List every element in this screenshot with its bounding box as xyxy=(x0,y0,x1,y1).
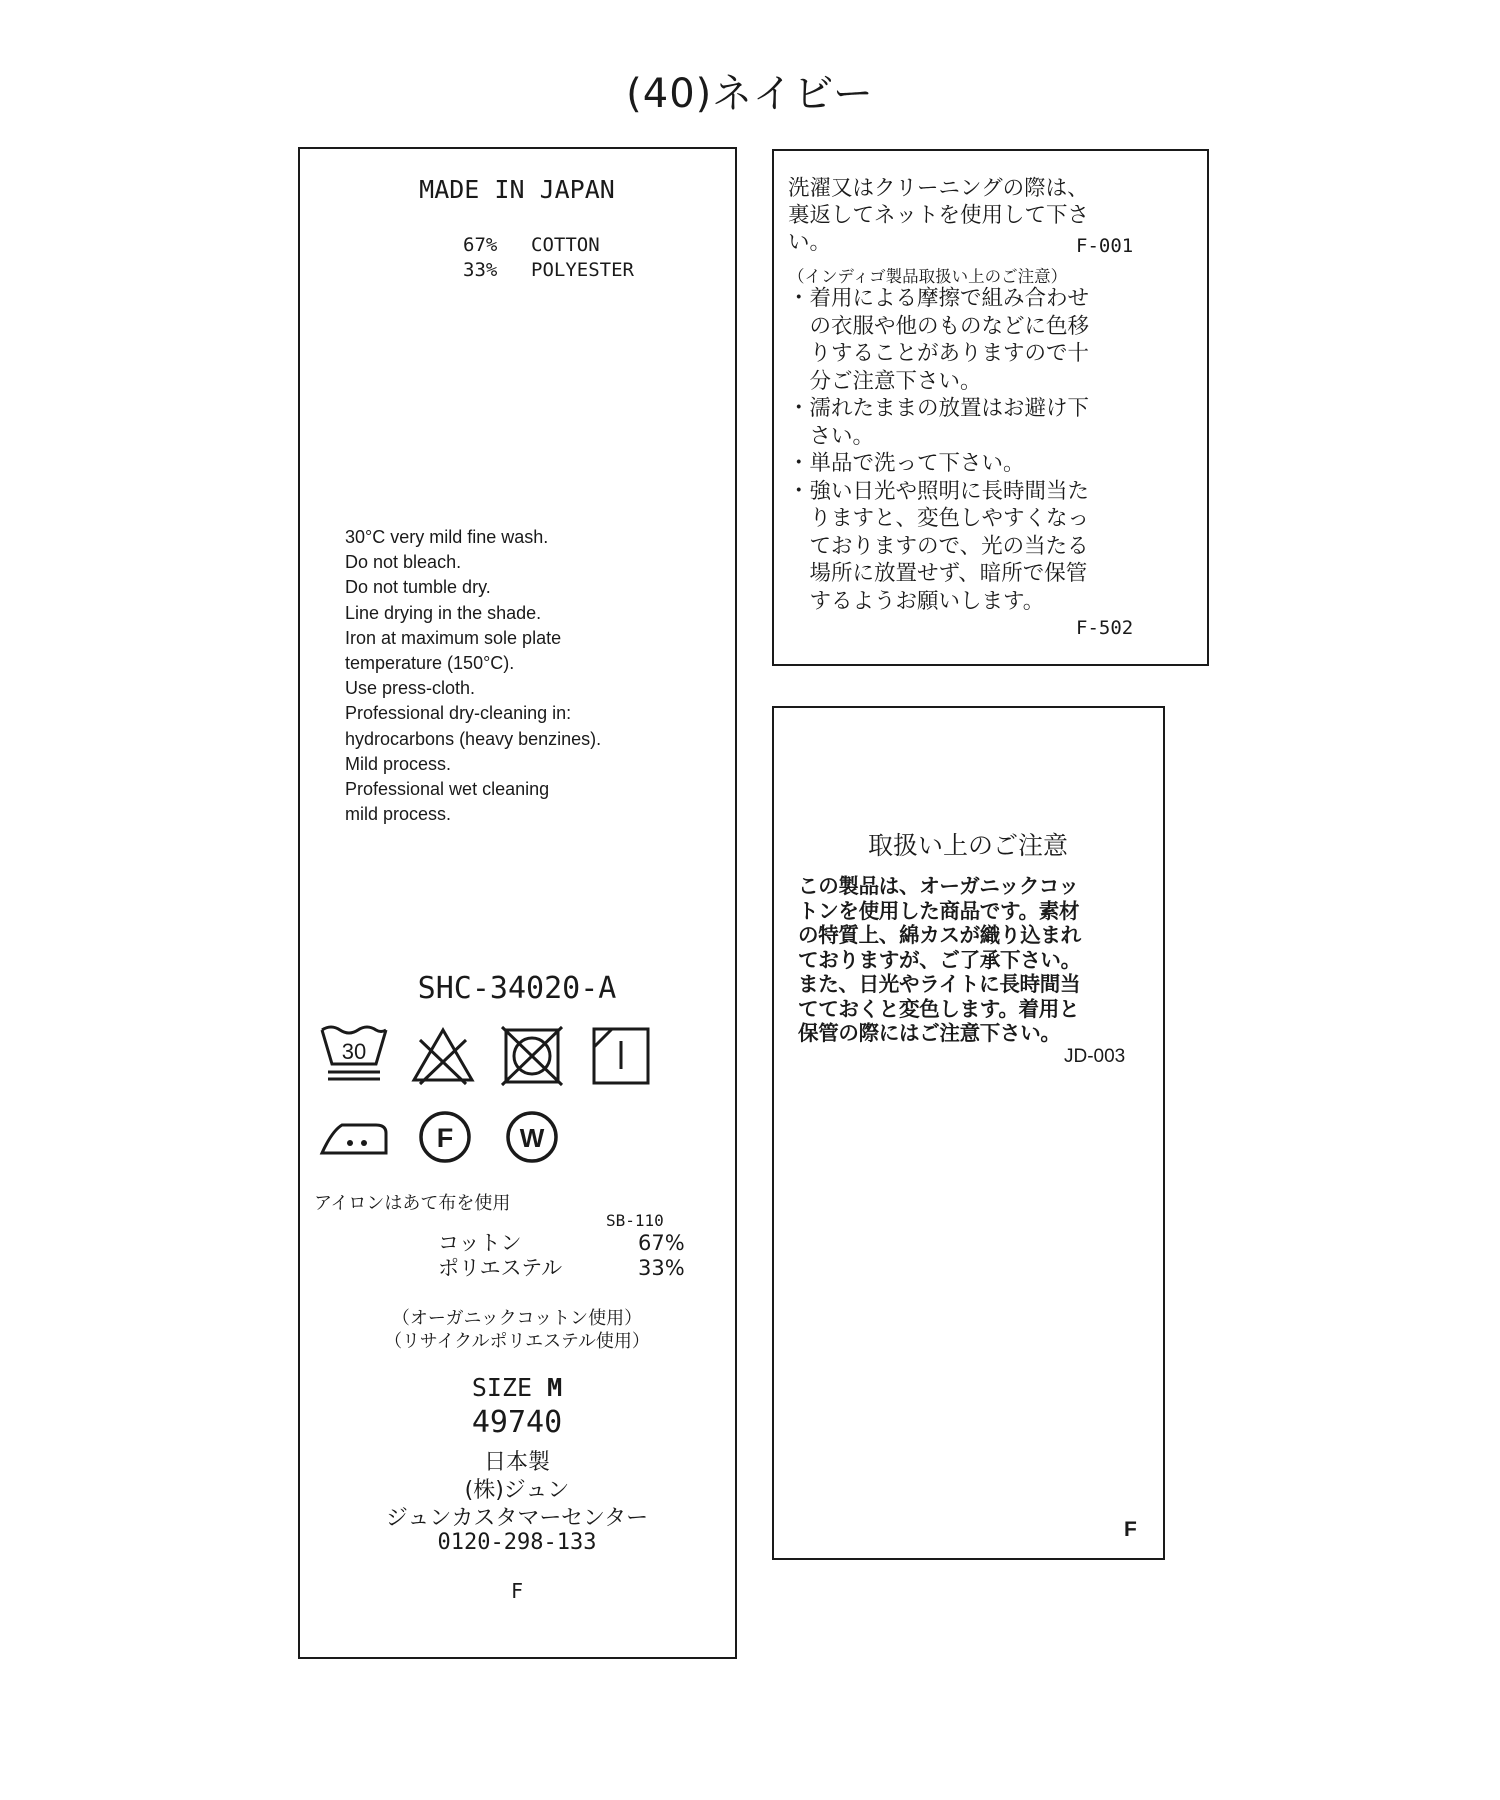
organic-line: てておくと変色します。着用と xyxy=(798,996,1080,1021)
bullet-line: ・強い日光や照明に長時間当た xyxy=(788,478,1090,504)
indigo-care-label xyxy=(772,149,1209,666)
composition-material: COTTON xyxy=(531,234,600,256)
item-number: 49740 xyxy=(471,1405,563,1440)
no-tumble-dry-icon xyxy=(500,1025,564,1087)
organic-line: この製品は、オーガニックコッ xyxy=(798,874,1079,898)
organic-line: トンを使用した商品です。素材 xyxy=(798,898,1080,923)
bullet-line: さい。 xyxy=(788,423,875,449)
organic-cotton-label xyxy=(772,706,1165,1560)
organic-line: の特質上、綿カスが織り込まれ xyxy=(798,923,1081,947)
wet-clean-w-icon xyxy=(504,1109,560,1165)
organic-footer-code: F xyxy=(1124,1518,1137,1541)
footer-code: F xyxy=(510,1579,524,1603)
care-line: 30°C very mild fine wash. xyxy=(345,527,549,547)
organic-line: 保管の際にはご注意下さい。 xyxy=(798,1021,1061,1045)
wash-30-very-mild-icon xyxy=(318,1024,390,1088)
care-line: Mild process. xyxy=(345,753,452,774)
care-line: Do not bleach. xyxy=(345,552,462,573)
care-line: Line drying in the shade. xyxy=(345,602,542,623)
organic-line: また、日光やライトに長時間当 xyxy=(798,972,1081,996)
svg-text:30: 30 xyxy=(341,1039,367,1064)
origin-jp: 日本製 xyxy=(483,1450,550,1475)
bullet-line: ・濡れたままの放置はお避け下 xyxy=(788,396,1090,421)
composition-en xyxy=(463,233,634,283)
main-care-label xyxy=(298,147,737,1659)
intro-text xyxy=(788,175,1089,256)
bullet-line: の衣服や他のものなどに色移 xyxy=(788,313,1090,339)
bullet-line: りすることがありますので十 xyxy=(788,341,1090,366)
bullet-line: するようお願いします。 xyxy=(788,588,1045,614)
customer-center: ジュンカスタマーセンター xyxy=(385,1506,649,1531)
size-label: SIZE xyxy=(471,1373,533,1402)
composition-jp xyxy=(438,1231,685,1281)
care-instructions-en xyxy=(345,525,601,827)
no-bleach-icon xyxy=(410,1026,476,1086)
iron-medium-icon xyxy=(318,1115,392,1159)
composition-jp-material: コットン xyxy=(438,1231,522,1255)
line-dry-shade-icon xyxy=(590,1025,652,1087)
organic-body xyxy=(798,874,1081,1046)
composition-jp-percent: 67% xyxy=(638,1231,685,1255)
care-line: Use press-cloth. xyxy=(345,678,476,699)
iron-note: アイロンはあて布を使用 xyxy=(314,1193,511,1214)
composition-jp-material: ポリエステル xyxy=(438,1256,563,1280)
intro-line: 裏返してネットを使用して下さ xyxy=(788,203,1090,228)
care-line: Professional dry-cleaning in: xyxy=(345,703,572,724)
code-sb: SB-110 xyxy=(606,1211,664,1230)
composition-percent: 33% xyxy=(463,259,498,281)
note-line: （リサイクルポリエステル使用） xyxy=(384,1331,650,1352)
code-f502: F-502 xyxy=(1076,617,1134,639)
intro-line: い。 xyxy=(788,230,832,255)
care-line: hydrocarbons (heavy benzines). xyxy=(345,728,602,749)
code-jd003: JD-003 xyxy=(1064,1046,1126,1067)
bullet-line: りますと、変色しやすくなっ xyxy=(788,506,1090,531)
organic-line: ておりますが、ご了承下さい。 xyxy=(798,947,1081,972)
bullet-line: ・着用による摩擦で組み合わせ xyxy=(788,286,1090,311)
bullet-line: 場所に放置せず、暗所で保管 xyxy=(788,561,1088,586)
note-line: （オーガニックコットン使用） xyxy=(391,1308,643,1329)
indigo-bullets xyxy=(788,285,1089,615)
intro-line: 洗濯又はクリーニングの際は、 xyxy=(788,176,1089,201)
composition-jp-percent: 33% xyxy=(638,1256,685,1280)
svg-text:F: F xyxy=(436,1123,454,1153)
bullet-line: ておりますので、光の当たる xyxy=(788,533,1089,559)
indigo-subheading: （インディゴ製品取扱い上のご注意） xyxy=(788,267,1068,286)
product-code: SHC-34020-A xyxy=(417,971,617,1006)
care-line: Iron at maximum sole plate xyxy=(345,627,562,648)
care-line: Professional wet cleaning xyxy=(345,779,550,800)
page-title: (40)ネイビー xyxy=(626,71,874,117)
bullet-line: ・単品で洗って下さい。 xyxy=(788,451,1025,476)
care-line: mild process. xyxy=(345,804,452,825)
size-line xyxy=(300,1373,734,1402)
code-f001: F-001 xyxy=(1076,235,1134,257)
svg-text:W: W xyxy=(519,1123,545,1153)
made-in-text: MADE IN JAPAN xyxy=(419,175,615,204)
bullet-line: 分ご注意下さい。 xyxy=(788,368,982,394)
organic-heading: 取扱い上のご注意 xyxy=(867,831,1068,860)
notes-jp xyxy=(300,1307,734,1353)
phone-number: 0120-298-133 xyxy=(437,1530,597,1555)
composition-material: POLYESTER xyxy=(531,259,634,281)
company-name: (株)ジュン xyxy=(464,1478,570,1503)
composition-percent: 67% xyxy=(463,234,498,256)
care-line: temperature (150°C). xyxy=(345,653,515,674)
care-line: Do not tumble dry. xyxy=(345,577,491,598)
size-value: M xyxy=(547,1373,563,1402)
dry-clean-f-icon xyxy=(417,1109,473,1165)
